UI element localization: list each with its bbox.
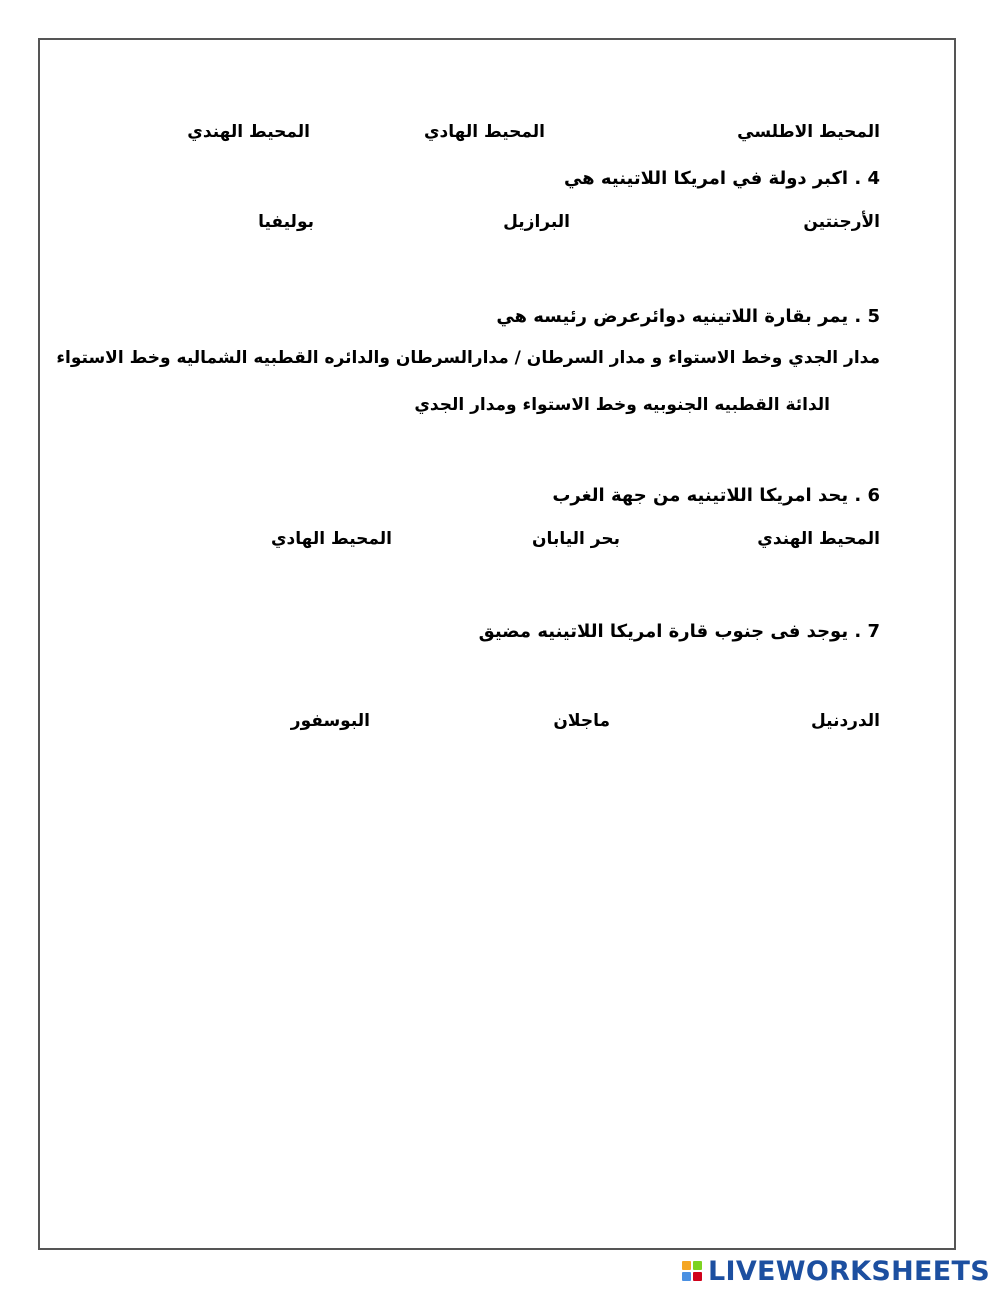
q4-option-2[interactable]: البرازيل bbox=[503, 212, 570, 232]
liveworksheets-brand-text: LIVEWORKSHEETS bbox=[707, 1255, 990, 1287]
logo-square-4 bbox=[693, 1272, 702, 1281]
q3-option-1[interactable]: المحيط الاطلسي bbox=[737, 122, 880, 142]
q6-option-2[interactable]: بحر اليابان bbox=[532, 529, 620, 549]
q6-option-3[interactable]: المحيط الهادي bbox=[270, 529, 392, 549]
q5-option-line-1[interactable]: مدار الجدي وخط الاستواء و مدار السرطان / مدارالسرطان والدائره القطبيه الشماليه وخط الاستواء bbox=[56, 350, 880, 367]
q7-option-1[interactable]: الدردنيل bbox=[810, 711, 880, 731]
q7-option-3[interactable]: البوسفور bbox=[290, 711, 370, 731]
q6-question: 6 . يحد امريكا اللاتينيه من جهة الغرب bbox=[552, 485, 880, 506]
liveworksheets-logo-icon bbox=[682, 1261, 702, 1281]
q3-option-2[interactable]: المحيط الهادي bbox=[423, 122, 545, 142]
q7-option-2[interactable]: ماجلان bbox=[553, 711, 610, 731]
logo-square-3 bbox=[682, 1272, 691, 1281]
q5-option-line-2[interactable]: الدائة القطبيه الجنوبيه وخط الاستواء ومدار الجدي bbox=[414, 395, 830, 415]
q6-option-1[interactable]: المحيط الهندي bbox=[757, 529, 880, 549]
q4-option-1[interactable]: الأرجنتين bbox=[803, 212, 880, 232]
q4-option-3[interactable]: بوليفيا bbox=[258, 212, 314, 232]
logo-square-1 bbox=[682, 1261, 691, 1270]
q5-question: 5 . يمر بقارة اللاتينيه دوائرعرض رئيسه هي bbox=[496, 306, 880, 327]
q4-question: 4 . اكبر دولة في امريكا اللاتينيه هي bbox=[563, 168, 880, 189]
liveworksheets-logo bbox=[682, 1256, 990, 1286]
logo-square-2 bbox=[693, 1261, 702, 1270]
q7-question: 7 . يوجد فى جنوب قارة امريكا اللاتينيه مضيق bbox=[478, 621, 880, 642]
q3-option-3[interactable]: المحيط الهندي bbox=[187, 122, 310, 142]
